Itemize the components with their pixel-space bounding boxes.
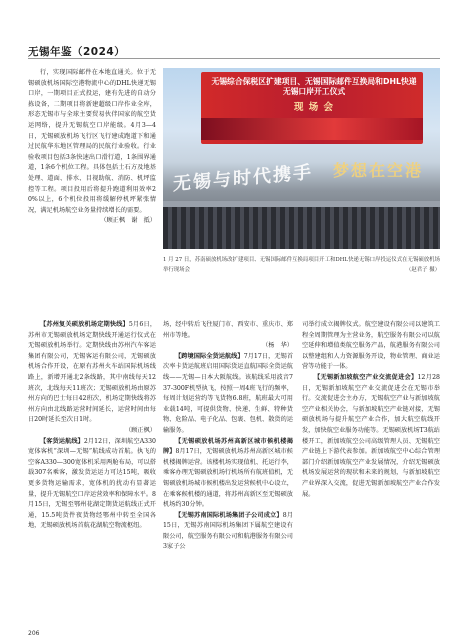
stage-slogan-right: 梦想在空港 — [333, 161, 424, 180]
article-heading: 【无锡硕放机场苏州高新区城市候机楼揭牌】 — [163, 437, 293, 456]
article-paragraph — [28, 320, 156, 426]
article-heading: 【无锡新加坡航空产业交流促进会】 — [314, 373, 418, 381]
article-paragraph: 司举行成立揭牌仪式。航空建设有限公司以建筑工程全周期管理为主营业务，航空服务有限公司以航空延伸和增值类航空服务产品，航港服务有限公司以整建组和人力资源服务开设，物业管理、商业运营等功能于一体。 — [302, 321, 440, 371]
left-column-bottom — [28, 320, 156, 625]
article-paragraph: 场，经中转后飞往厦门市、西安市、重庆市、郑州市等地。 — [163, 321, 293, 339]
article-body: 8月15日，无锡苏南国际机场集团下属航空建设有限公司，航空服务有限公司和航港服务有限公司3家子公 — [163, 511, 293, 551]
article-paragraph — [302, 373, 440, 500]
middle-column-bottom — [163, 320, 293, 625]
article-heading: 【无锡苏南国际机场集团子公司成立】 — [175, 511, 283, 519]
article-body: 5月6日，苏州市无锡硕放机场定期快线开通运行仪式在无锡硕放机场举行。定期快线由苏州汽车客运集团有限公司，无锡客运有限公司，无锡硕放机场合作开设，在原有苏州火车站国际机场线路上，新增开通北2条线路，其中南线每天12班次，北线每天11班次；无锡硕放机场由原苏州方向的巴士每日42班次，机场定期快线将苏州方向由北线路运营时间延长，运营时间由每日20时延长至次日1时。 — [28, 321, 156, 424]
caption-text: 1 月 27 日，苏南硕放机场改扩建项目、无锡国际邮件互换局项目开工和DHL快递无锡口岸投运仪式在无锡硕放机场举行现场会 — [163, 257, 440, 273]
backdrop-subheadline: 现 场 会 — [293, 102, 335, 113]
article-heading: 【客货运航线】 — [40, 437, 84, 445]
right-column-bottom — [302, 320, 440, 625]
article-body: 12月28日，无锡新加坡航空产业交流促进会在无锡市举行。交流促进会主办方，无锡航空产业与新加坡航空产业相关协会，与新加坡航空产业链对接，无锡硕放机场与提升航空产业合作，加大航空航线开发，加快航空业服务功能等。无锡硕放机场T3航站楼开工，新加坡航空公司高级管理人员、无锡航空产业链上下游代表参加。新加坡航空中心综合管理部门介绍新加坡航空产业发展情况，介绍无锡硕放机场发展运营的现状和未来的规划，与新加坡航空产业界深入交流，促进无锡新加坡航空产业合作发展。 — [302, 373, 440, 498]
photo-caption — [163, 256, 440, 276]
crowd — [163, 207, 440, 249]
article-paragraph — [163, 352, 293, 437]
article-heading: 【苏州复关硕放机场定期快线】 — [40, 321, 129, 328]
article-paragraph — [28, 437, 156, 532]
page-number: 206 — [28, 630, 40, 637]
byline: （顾正枫 谢 抵） — [100, 217, 156, 225]
article-body: 8月17日，无锡硕放机场苏州高新区城市候机楼揭牌运营。该楼机场实现值机、托运行李，乘客办理无锡硕放机场行机场所有航班值机，无锡硕放机场城市候机楼出发运营候机中心设立，在乘客候机楼的通道，将苏州高新区至无锡硕放机场约30分钟。 — [163, 448, 293, 509]
backdrop-headline: 无锡综合保税区扩建项目、无锡国际邮件互换局和DHL快递无锡口岸开工仪式 — [211, 77, 417, 96]
page-header-title: 无锡年鉴（2024） — [28, 46, 126, 58]
event-photo — [163, 68, 440, 249]
article-paragraph — [163, 437, 293, 511]
byline: （杨 华） — [262, 342, 293, 350]
article-body: 2月12日，深圳航空A330宽体客机“深圳—无锡”航线成功首航。执飞的空客A330—300宽体机采用两舱布局，可以搭载307名乘客，激发货运运力可达15吨，吸收更多货物运输需求，宽体机的扰动有显著运量，提升无锡航空口岸运营效率和保障水平。8月15日，无锡至鄂州花湖定期货运航线正式开通，15.5吨货件夜货物经鄂州中转至全国各地，无锡硕放机场首航花湖航空物流枢纽。 — [28, 437, 156, 530]
paragraph: 行，实现国际邮件在本地直通关。位于无锡硕放机场国际空港物流中心的DHL快递无锡口岸，一期项目正式投运，建有先进的自动分拣设备，二期项目将新建超级口岸作业全库，形态无锡市与全球主要贸易伙伴国家的航空货运网络，提升无锡航空口岸能级。4月3—4日，无锡硕放机场飞行区飞行建成跑道下和通过民航华东地区管理局的民航行业验收。行业验收项目包括3条快速出口滑行道，1条围界通道，1条6个机位工程。具体包括土石方及地基处理、道面、排水、目视助航、消防、机坪监控等工程。项目投用后将提升跑道利用效率20%以上，6个机位投用将缓解停机坪紧张情况，满足机场航空业务量持续增长的需要。 — [28, 69, 156, 214]
byline: （顾正枫） — [125, 426, 156, 434]
left-column-top — [28, 68, 156, 227]
article-heading: 【跨境国际全货运航线】 — [175, 352, 244, 360]
caption-photographer: （赵君子 摄） — [405, 266, 440, 273]
article-body: 7月17日，无锡首次率卡货运航班启用国际货运直航国际全货运航线——无锡—日本大阪航线。该航线采用波音737-300F机型执飞，按照一周4班飞行的频率，每周计划运营约等飞货物6.8班，航班最大可用业载14吨，可提供货物、快递、生鲜、特种货物、危险品、电子化品、包裹、包机、散货的运输服务。 — [163, 352, 293, 434]
article-paragraph — [163, 511, 293, 553]
stage-slogan-left: 无锡与时代携手 — [173, 161, 313, 196]
page-header — [28, 40, 440, 59]
